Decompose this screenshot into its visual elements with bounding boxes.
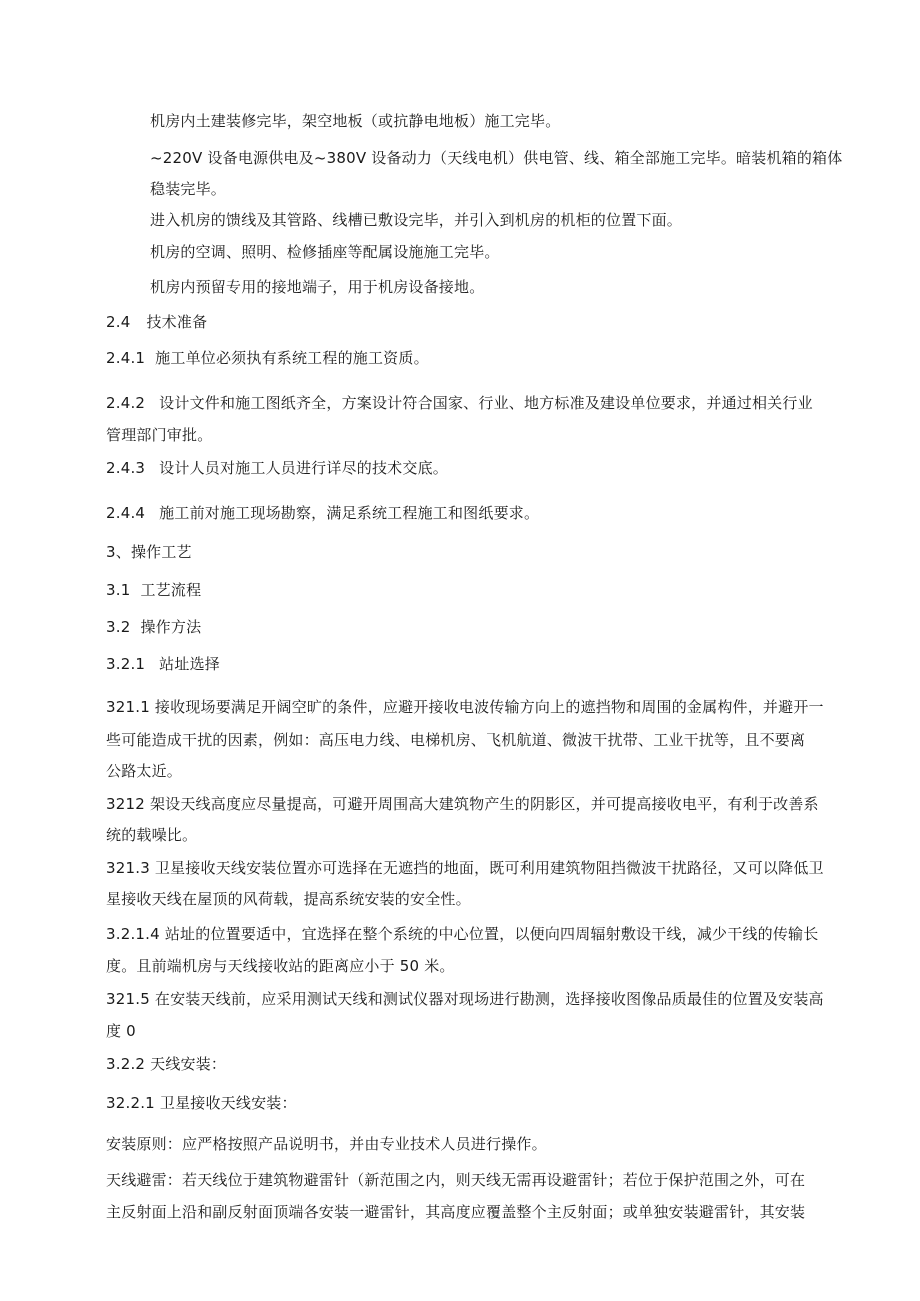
section-2-4-2-cont: 管理部门审批。 [106, 426, 213, 444]
section-title: 操作方法 [140, 618, 202, 636]
section-3-heading: 3、操作工艺 [106, 543, 192, 561]
line-feeder: 进入机房的馈线及其管路、线槽已敷设完毕，并引入到机房的机柜的位置下面。 [150, 211, 683, 229]
item-3-2-1-5-line2: 度 0 [106, 1022, 136, 1040]
section-3-2-2-1-heading: 32.2.1 卫星接收天线安装： [106, 1094, 297, 1112]
section-text: 施工单位必须执有系统工程的施工资质。 [155, 349, 429, 367]
section-title: 技术准备 [146, 313, 208, 331]
section-number: 3.2 [106, 618, 131, 636]
section-3-1-heading [106, 583, 201, 598]
section-text: 设计文件和施工图纸齐全，方案设计符合国家、行业、地方标准及建设单位要求，并通过相关行业 [159, 394, 813, 412]
item-3-2-1-3-line2: 星接收天线在屋顶的风荷载，提高系统安装的安全性。 [106, 890, 471, 908]
section-2-4-3 [106, 461, 448, 476]
section-2-4-1 [106, 351, 429, 366]
line-power-supply: ~220V 设备电源供电及~380V 设备动力（天线电机）供电管、线、箱全部施工完毕。暗装机箱的箱体 [150, 149, 843, 167]
paragraph-install-principle: 安装原则：应严格按照产品说明书，并由专业技术人员进行操作。 [106, 1135, 547, 1153]
item-3-2-1-2-line2: 统的载噪比。 [106, 826, 198, 844]
item-3-2-1-4-line2: 度。且前端机房与天线接收站的距离应小于 50 米。 [106, 957, 455, 975]
section-number: 3.2.1 [106, 655, 146, 673]
section-number: 2.4.2 [106, 394, 146, 412]
section-2-4-2 [106, 396, 813, 411]
item-3-2-1-4-line1: 3.2.1.4 站址的位置要适中，宜选择在整个系统的中心位置，以便向四周辐射敷设干线，减少干线的传输长 [106, 925, 819, 943]
section-number: 2.4 [106, 313, 131, 331]
section-text: 施工前对施工现场勘察，满足系统工程施工和图纸要求。 [159, 504, 540, 522]
section-3-2-1-heading [106, 657, 220, 672]
section-3-2-2-heading: 3.2.2 天线安装： [106, 1055, 227, 1073]
section-2-4-4 [106, 506, 539, 521]
item-3-2-1-1-line3: 公路太近。 [106, 762, 183, 780]
line-aircon: 机房的空调、照明、检修插座等配属设施施工完毕。 [150, 243, 500, 261]
item-3-2-1-1-line2: 些可能造成干扰的因素，例如：高压电力线、电梯机房、飞机航道、微波干扰带、工业干扰等，且不要离 [106, 731, 806, 749]
line-grounding: 机房内预留专用的接地端子，用于机房设备接地。 [150, 278, 485, 296]
item-3-2-1-1-line1: 321.1 接收现场要满足开阔空旷的条件，应避开接收电波传输方向上的遮挡物和周围的金属构件，并避开一 [106, 698, 824, 716]
section-number: 2.4.1 [106, 349, 146, 367]
line-power-supply-cont: 稳装完毕。 [150, 180, 227, 198]
paragraph-lightning-line1: 天线避雷：若天线位于建筑物避雷针（新范围之内，则天线无需再设避雷针；若位于保护范围之外，可在 [106, 1171, 806, 1189]
section-title: 工艺流程 [140, 581, 202, 599]
section-text: 设计人员对施工人员进行详尽的技术交底。 [159, 459, 448, 477]
item-3-2-1-2-line1: 3212 架设天线高度应尽量提高，可避开周围高大建筑物产生的阴影区，并可提高接收电平，有利于改善系 [106, 795, 819, 813]
item-3-2-1-3-line1: 321.3 卫星接收天线安装位置亦可选择在无遮挡的地面，既可利用建筑物阻挡微波干扰路径，又可以降低卫 [106, 859, 824, 877]
section-3-2-heading [106, 620, 201, 635]
section-number: 2.4.3 [106, 459, 146, 477]
section-title: 站址选择 [159, 655, 220, 673]
paragraph-lightning-line2: 主反射面上沿和副反射面顶端各安装一避雷针，其高度应覆盖整个主反射面；或单独安装避雷针，其安装 [106, 1203, 806, 1221]
section-number: 2.4.4 [106, 504, 146, 522]
section-number: 3.1 [106, 581, 131, 599]
line-room-decoration: 机房内土建装修完毕，架空地板（或抗静电地板）施工完毕。 [150, 112, 561, 130]
item-3-2-1-5-line1: 321.5 在安装天线前，应采用测试天线和测试仪器对现场进行勘测，选择接收图像品质最佳的位置及安装高 [106, 990, 824, 1008]
section-2-4-heading [106, 315, 207, 330]
